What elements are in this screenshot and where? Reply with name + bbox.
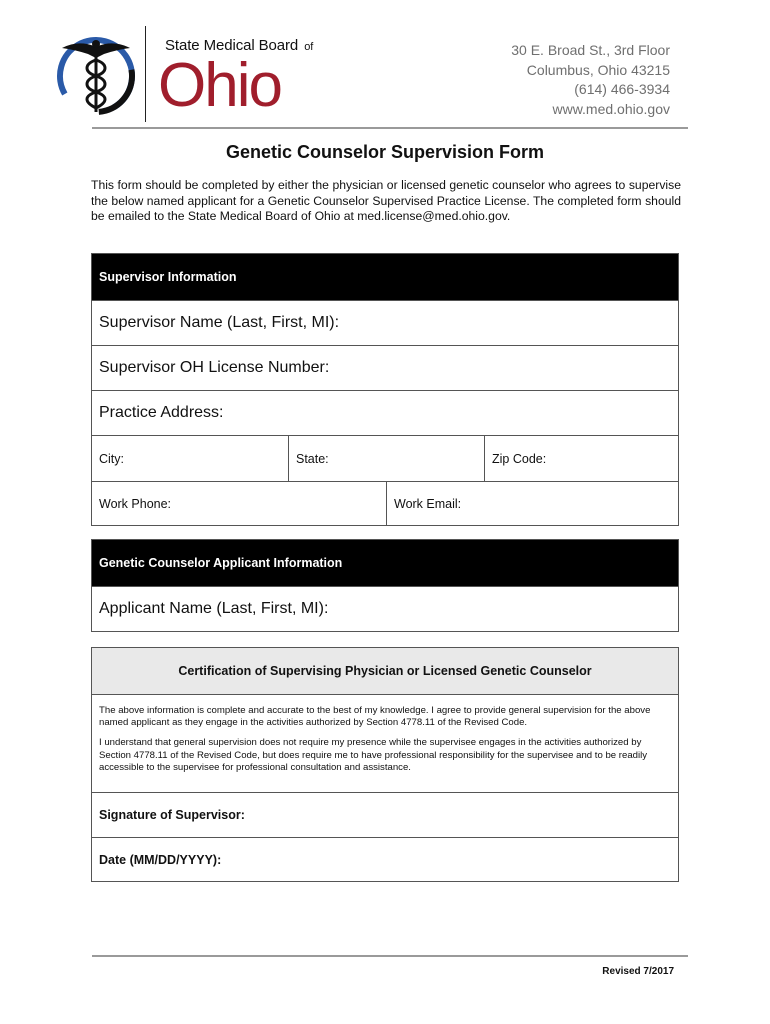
date-field[interactable] <box>92 837 678 881</box>
phone-email-row <box>92 481 678 525</box>
logo-divider <box>145 26 146 122</box>
applicant-heading: Genetic Counselor Applicant Information <box>99 556 343 570</box>
caduceus-seal-icon <box>54 32 138 118</box>
board-address <box>511 41 670 119</box>
applicant-name-field[interactable] <box>92 586 678 631</box>
applicant-name-label: Applicant Name (Last, First, MI): <box>99 600 329 617</box>
certification-heading-row <box>92 648 678 694</box>
work-email-label: Work Email: <box>394 496 462 511</box>
revision-date: Revised 7/2017 <box>602 966 674 977</box>
address-website: www.med.ohio.gov <box>552 100 670 117</box>
certification-paragraph-2: I understand that general supervision does not require my presence while the supervisee engages in the activities authorized by Section 4778.11 of the Revised Code, but does require me to have professional responsibility for the supervisee and to be readily accessible to the supervisee for professional consultation and assistance. <box>99 737 648 773</box>
state-field[interactable] <box>288 436 484 481</box>
date-label: Date (MM/DD/YYYY): <box>99 852 222 867</box>
address-phone: (614) 466-3934 <box>574 81 670 97</box>
signature-field[interactable] <box>92 792 678 837</box>
certification-statement <box>92 694 678 792</box>
supervisor-license-label: Supervisor OH License Number: <box>99 359 330 376</box>
practice-address-label: Practice Address: <box>99 404 224 421</box>
work-email-field[interactable] <box>386 482 678 525</box>
signature-label: Signature of Supervisor: <box>99 808 245 822</box>
board-name: State Medical Board of <box>165 37 314 54</box>
address-street: 30 E. Broad St., 3rd Floor <box>511 42 670 58</box>
supervisor-name-label: Supervisor Name (Last, First, MI): <box>99 314 340 331</box>
supervisor-license-field[interactable] <box>92 345 678 390</box>
work-phone-label: Work Phone: <box>99 496 172 511</box>
certification-heading: Certification of Supervising Physician or Licensed Genetic Counselor <box>178 664 592 678</box>
applicant-heading-row <box>92 540 678 586</box>
supervisor-heading-row <box>92 254 678 300</box>
header-rule <box>92 127 688 129</box>
certification-section <box>91 647 679 882</box>
letterhead <box>0 0 770 128</box>
zip-code-label: Zip Code: <box>492 451 547 466</box>
supervisor-heading: Supervisor Information <box>99 270 237 284</box>
certification-paragraph-1: The above information is complete and accurate to the best of my knowledge. I agree to provide general supervision for the above named applicant as they engage in the activities authorized by Section 4778.11 of the Revised Code. <box>99 705 651 729</box>
svg-text:Ohio: Ohio <box>158 52 281 114</box>
form-title: Genetic Counselor Supervision Form <box>225 142 545 162</box>
supervisor-section <box>91 253 679 526</box>
city-field[interactable] <box>92 436 288 481</box>
practice-address-field[interactable] <box>92 390 678 435</box>
form-intro: This form should be completed by either the physician or licensed genetic counselor who agrees to supervise the below named applicant for a Genetic Counselor Supervised Practice License. The completed form should be emailed to the State Medical Board of Ohio at med.license@med.ohio.gov. <box>91 178 681 223</box>
state-label: State: <box>296 451 329 466</box>
footer-rule <box>92 955 688 957</box>
ohio-wordmark <box>158 52 318 114</box>
address-city: Columbus, Ohio 43215 <box>526 61 670 78</box>
city-state-zip-row <box>92 435 678 481</box>
applicant-section <box>91 539 679 632</box>
work-phone-field[interactable] <box>92 482 386 525</box>
city-label: City: <box>99 451 124 466</box>
zip-code-field[interactable] <box>484 436 678 481</box>
supervisor-name-field[interactable] <box>92 300 678 345</box>
